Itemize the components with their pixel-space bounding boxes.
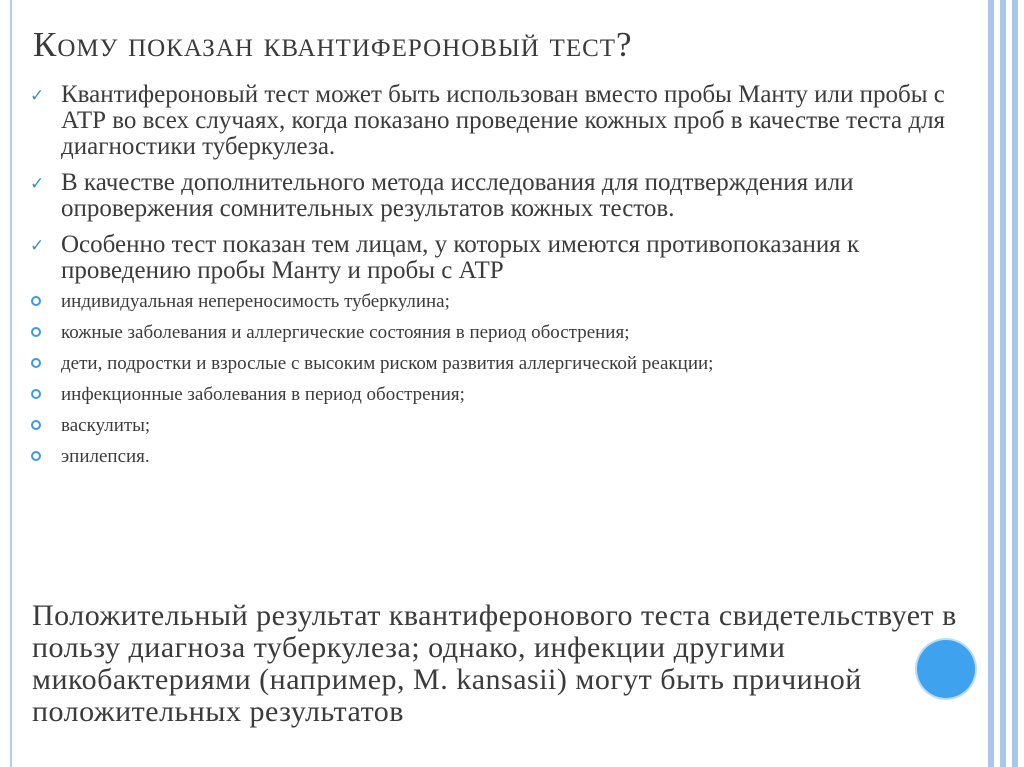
sub-item bbox=[30, 292, 950, 312]
sub-item-text: дети, подростки и взрослые с высоким риском развития аллергической реакции; bbox=[61, 353, 714, 374]
circle-bullet-icon bbox=[31, 420, 41, 430]
checkmark-icon: ✓ bbox=[30, 86, 45, 105]
conclusion-text: Положительный результат квантиферонового теста свидетельствует в пользу диагноза туберкулеза; однако, инфекции другими микобактериями (например, M. kansasii) могут быть причиной положительных результатов bbox=[32, 599, 957, 728]
slide-frame-stripes bbox=[985, 0, 1024, 767]
circle-bullet-icon bbox=[31, 327, 41, 337]
sub-item bbox=[30, 447, 950, 467]
sub-item-text: эпилепсия. bbox=[61, 446, 150, 467]
check-item-text: Особенно тест показан тем лицам, у которых имеются противопоказания к проведению пробы Манту и пробы с АТР bbox=[61, 231, 860, 284]
checkmark-icon: ✓ bbox=[30, 174, 45, 193]
check-item bbox=[30, 82, 950, 160]
checkmark-icon: ✓ bbox=[30, 236, 45, 255]
circle-bullet-icon bbox=[31, 358, 41, 368]
sub-item-text: васкулиты; bbox=[61, 415, 151, 436]
sub-item-text: кожные заболевания и аллергические состояния в период обострения; bbox=[61, 322, 630, 343]
circle-bullet-icon bbox=[31, 296, 41, 306]
check-item bbox=[30, 232, 950, 284]
sub-item bbox=[30, 416, 950, 436]
sub-item-text: индивидуальная непереносимость туберкулина; bbox=[61, 291, 450, 312]
sub-item-text: инфекционные заболевания в период обострения; bbox=[61, 384, 465, 405]
circle-bullet-icon bbox=[31, 451, 41, 461]
bullet-list bbox=[30, 82, 950, 478]
circle-bullet-icon bbox=[31, 389, 41, 399]
slide-title: Кому показан квантифероновый тест? bbox=[33, 25, 633, 64]
sub-item bbox=[30, 354, 950, 374]
check-item-text: Квантифероновый тест может быть использован вместо пробы Манту или пробы с АТР во всех случаях, когда показано проведение кожных проб в качестве теста для диагностики туберкулеза. bbox=[61, 81, 946, 160]
check-item bbox=[30, 170, 950, 222]
slide-frame-left bbox=[10, 0, 12, 767]
sub-item bbox=[30, 385, 950, 405]
check-item-text: В качестве дополнительного метода исследования для подтверждения или опровержения сомнительных результатов кожных тестов. bbox=[61, 169, 854, 222]
sub-item bbox=[30, 323, 950, 343]
